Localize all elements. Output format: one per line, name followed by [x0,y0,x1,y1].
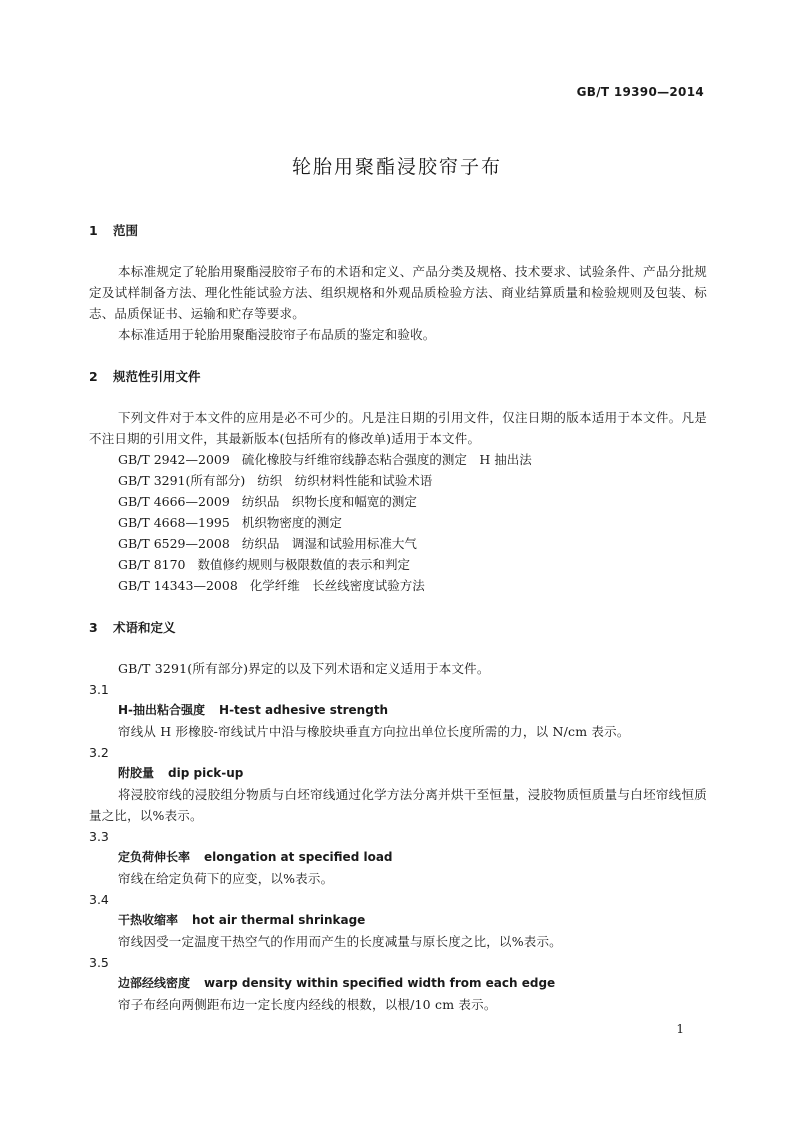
term-number: 3.4 [89,892,109,907]
term-name-en: elongation at specified load [204,850,393,864]
term-name-en: H-test adhesive strength [219,703,389,717]
section-heading-scope [89,221,707,241]
reference-code: GB/T 4666—2009 [118,494,230,509]
term-definition: 帘线从 H 形橡胶-帘线试片中沿与橡胶块垂直方向拉出单位长度所需的力，以 N/cm 表示。 [118,724,630,739]
section-number: 3 [89,620,98,635]
term-number: 3.5 [89,955,109,970]
term-name-en: dip pick-up [168,766,244,780]
section-number: 1 [89,223,98,238]
term-definition: 帘线因受一定温度干热空气的作用而产生的长度减量与原长度之比，以%表示。 [118,934,562,949]
term-name-cn: 边部经线密度 [118,976,191,990]
section-number: 2 [89,369,98,384]
terms-intro: GB/T 3291(所有部分)界定的以及下列术语和定义适用于本文件。 [118,661,490,676]
section-title: 术语和定义 [113,620,176,635]
reference-title: 化学纤维 长丝线密度试验方法 [249,578,425,593]
reference-code: GB/T 3291(所有部分) [118,473,246,488]
term-name [89,910,707,931]
reference-item [89,554,707,575]
section-heading-normative-references [89,367,707,387]
document-title: 轮胎用聚酯浸胶帘子布 [291,156,502,178]
term-definition: 帘子布经向两侧距布边一定长度内经线的根数，以根/10 cm 表示。 [118,997,497,1012]
reference-title: 硫化橡胶与纤维帘线静态粘合强度的测定 H 抽出法 [241,452,532,467]
scope-paragraph-1: 本标准规定了轮胎用聚酯浸胶帘子布的术语和定义、产品分类及规格、技术要求、试验条件、产品分批规定及试样制备方法、理化性能试验方法、组织规格和外观品质检验方法、商业结算质量和检验规则及包装、标志、品质保证书、运输和贮存等要求。 [89,264,707,321]
reference-title: 数值修约规则与极限数值的表示和判定 [197,557,411,572]
term-name-cn: 定负荷伸长率 [118,850,191,864]
standard-code: GB/T 19390—2014 [576,85,704,99]
reference-item [89,491,707,512]
term-name-cn: H-抽出粘合强度 [118,703,206,717]
reference-item [89,512,707,533]
term-name-en: hot air thermal shrinkage [192,913,366,927]
term-number: 3.2 [89,745,109,760]
scope-paragraph-2: 本标准适用于轮胎用聚酯浸胶帘子布品质的鉴定和验收。 [118,327,436,342]
term-name [89,763,707,784]
reference-item [89,533,707,554]
section-title: 规范性引用文件 [113,369,201,384]
term-definition: 将浸胶帘线的浸胶组分物质与白坯帘线通过化学方法分离并烘干至恒量，浸胶物质恒质量与白坯帘线恒质量之比，以%表示。 [89,787,707,823]
term-name [89,847,707,868]
page-number: 1 [676,1022,684,1036]
document-body [89,221,707,1015]
reference-item [89,449,707,470]
references-intro: 下列文件对于本文件的应用是必不可少的。凡是注日期的引用文件，仅注日期的版本适用于本文件。凡是不注日期的引用文件，其最新版本(包括所有的修改单)适用于本文件。 [89,410,707,446]
reference-code: GB/T 14343—2008 [118,578,238,593]
term-name-cn: 干热收缩率 [118,913,179,927]
section-title: 范围 [113,223,139,238]
reference-item [89,470,707,491]
term-definition: 帘线在给定负荷下的应变，以%表示。 [118,871,334,886]
reference-title: 纺织品 织物长度和幅宽的测定 [241,494,417,509]
reference-title: 机织物密度的测定 [241,515,342,530]
reference-title: 纺织品 调湿和试验用标准大气 [241,536,417,551]
reference-code: GB/T 4668—1995 [118,515,230,530]
section-heading-terms-definitions [89,618,707,638]
reference-item [89,575,707,596]
term-name [89,973,707,994]
reference-code: GB/T 6529—2008 [118,536,230,551]
term-number: 3.1 [89,682,109,697]
reference-title: 纺织 纺织材料性能和试验术语 [257,473,433,488]
term-name-en: warp density within specified width from each edge [204,976,556,990]
term-name [89,700,707,721]
term-number: 3.3 [89,829,109,844]
reference-code: GB/T 2942—2009 [118,452,230,467]
reference-code: GB/T 8170 [118,557,186,572]
term-name-cn: 附胶量 [118,766,155,780]
